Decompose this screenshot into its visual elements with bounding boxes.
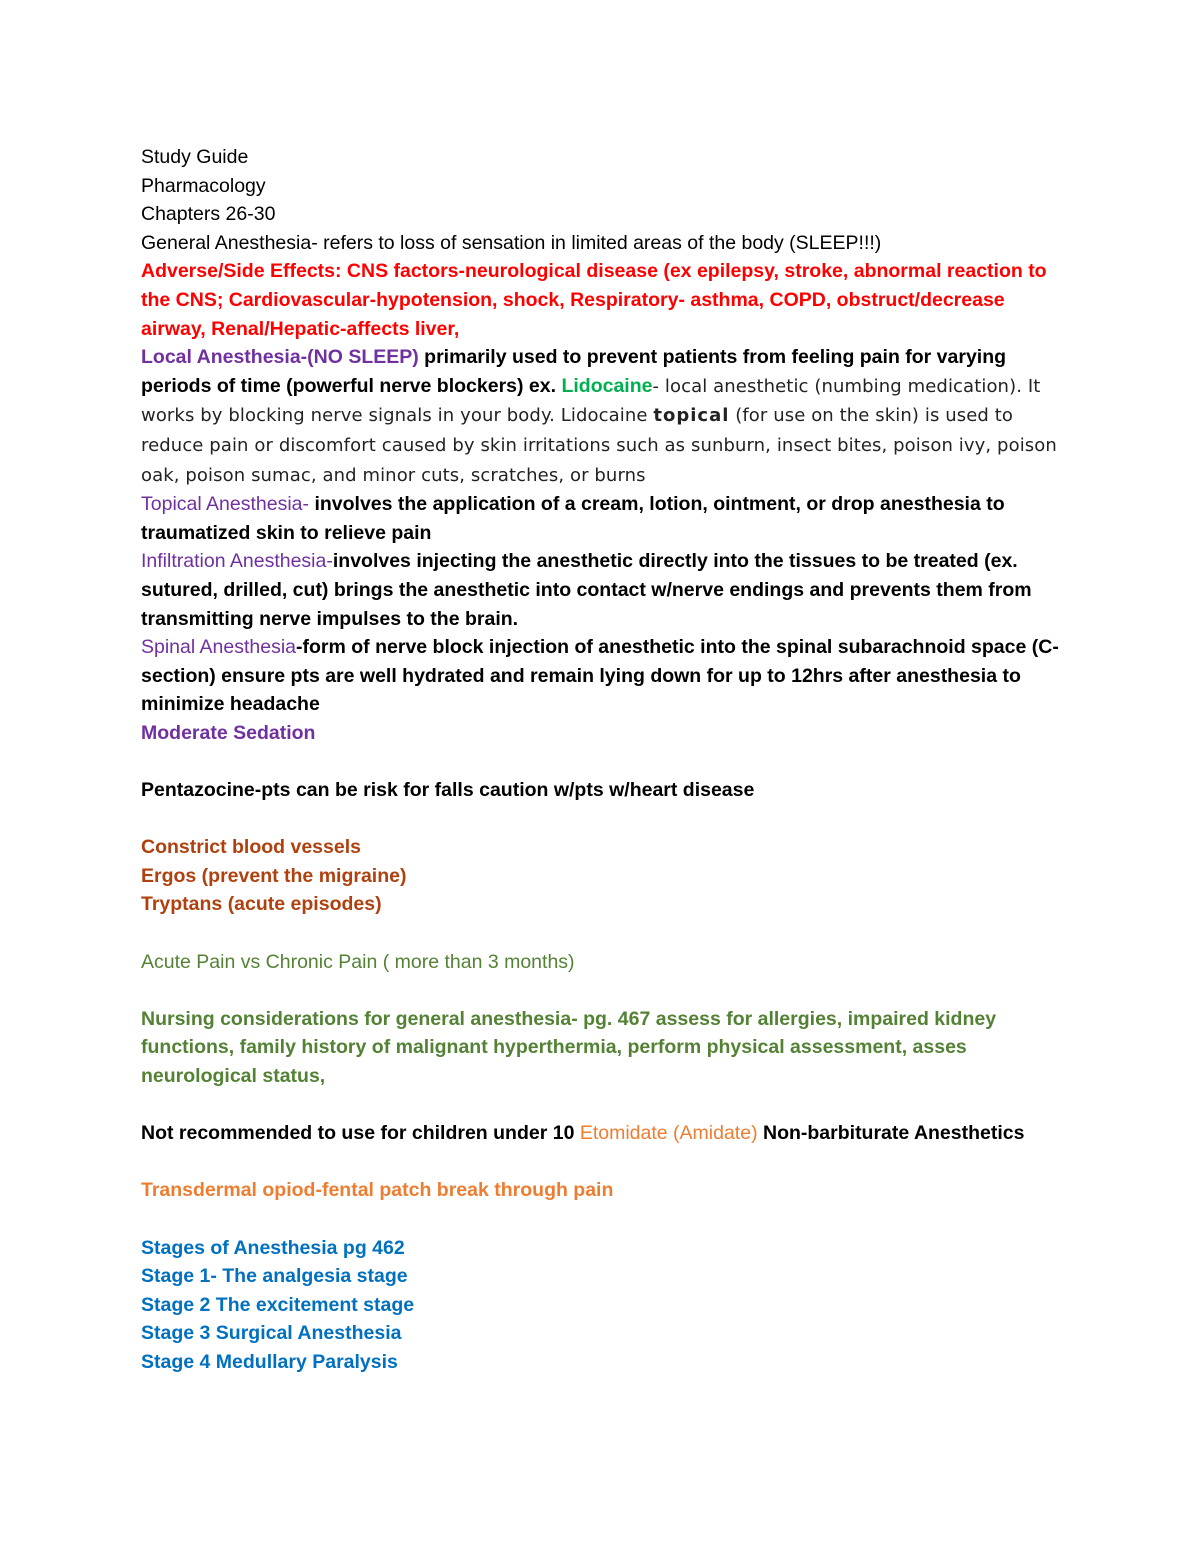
stages-title: Stages of Anesthesia pg 462 (141, 1236, 405, 1259)
spacer (141, 747, 1071, 776)
nursing-considerations-paragraph: Nursing considerations for general anesthesia- pg. 467 assess for allergies, impaired kidney functions, family history of malignant hyperthermia, perform physical assessment, asses neurological status, (141, 1007, 997, 1087)
local-anesthesia-term: Local Anesthesia-(NO SLEEP) (141, 346, 419, 369)
etomidate-post: Non-barbiturate Anesthetics (757, 1122, 1025, 1145)
stage-item: Stage 1- The analgesia stage (141, 1265, 408, 1288)
infiltration-anesthesia-desc: involves injecting the anesthetic directly into the tissues to be treated (ex. sutured, drilled, cut) brings the anesthetic into contact w/nerve endings and prevents them from transmitting nerve impulses to the brain. (141, 550, 1032, 630)
stage-item: Stage 4 Medullary Paralysis (141, 1350, 398, 1373)
migraine-line-3: Tryptans (acute episodes) (141, 893, 382, 916)
stage-item: Stage 2 The excitement stage (141, 1293, 415, 1316)
spacer (141, 1091, 1071, 1120)
topical-anesthesia-desc: involves the application of a cream, lotion, ointment, or drop anesthesia to traumatized skin to relieve pain (141, 493, 1005, 544)
lidocaine-desc-1: - local anesthetic (numbing medication). It works by blocking nerve signals in your body. Lidocaine (141, 375, 1041, 427)
lidocaine-term: Lidocaine (561, 374, 653, 397)
adverse-effects-paragraph: Adverse/Side Effects: CNS factors-neurological disease (ex epilepsy, stroke, abnormal reaction to the CNS; Cardiovascular-hypotension, shock, Respiratory- asthma, COPD, obstruct/decrease airway, Renal/Hepatic-affects liver, (141, 260, 1047, 340)
etomidate-paragraph (141, 1119, 1071, 1148)
spacer (141, 1205, 1071, 1234)
spacer (141, 1148, 1071, 1177)
spacer (141, 976, 1071, 1005)
general-anesthesia-paragraph: General Anesthesia- refers to loss of sensation in limited areas of the body (SLEEP!!!) (141, 231, 882, 254)
document-body (141, 143, 1071, 1377)
infiltration-anesthesia-paragraph (141, 547, 1071, 633)
stage-item: Stage 3 Surgical Anesthesia (141, 1322, 402, 1345)
spacer (141, 805, 1071, 834)
spacer (141, 919, 1071, 948)
local-anesthesia-paragraph (141, 343, 1071, 490)
topical-anesthesia-term: Topical Anesthesia- (141, 493, 310, 516)
local-anesthesia-desc: primarily used to prevent patients from feeling pain for varying periods of time (powerful nerve blockers) ex. (141, 346, 1007, 397)
lidocaine-desc-2: (for use on the skin) is used to reduce pain or discomfort caused by skin irritations such as sunburn, insect bites, poison ivy, poison oak, poison sumac, and minor cuts, scratches, or burns (141, 405, 1057, 486)
spinal-anesthesia-desc: -form of nerve block injection of anesthetic into the spinal subarachnoid space (C-section) ensure pts are well hydrated and remain lying down for up to 12hrs after anesthesia to minimize headache (141, 636, 1059, 716)
topical-anesthesia-paragraph (141, 490, 1071, 547)
doc-title: Study Guide (141, 146, 249, 168)
moderate-sedation-heading: Moderate Sedation (141, 721, 316, 744)
pentazocine-line: Pentazocine-pts can be risk for falls caution w/pts w/heart disease (141, 779, 755, 802)
pain-line: Acute Pain vs Chronic Pain ( more than 3 months) (141, 950, 575, 973)
doc-subject: Pharmacology (141, 174, 266, 197)
transdermal-line: Transdermal opiod-fental patch break through pain (141, 1179, 614, 1202)
migraine-line-1: Constrict blood vessels (141, 836, 361, 859)
doc-chapters: Chapters 26-30 (141, 203, 276, 226)
migraine-line-2: Ergos (prevent the migraine) (141, 864, 407, 887)
etomidate-drug: Etomidate (Amidate) (579, 1122, 758, 1145)
infiltration-anesthesia-term: Infiltration Anesthesia- (141, 550, 333, 573)
lidocaine-topical: topical (653, 405, 730, 427)
spinal-anesthesia-paragraph (141, 633, 1071, 719)
spinal-anesthesia-term: Spinal Anesthesia (141, 636, 297, 659)
etomidate-pre: Not recommended to use for children under 10 (141, 1122, 580, 1145)
